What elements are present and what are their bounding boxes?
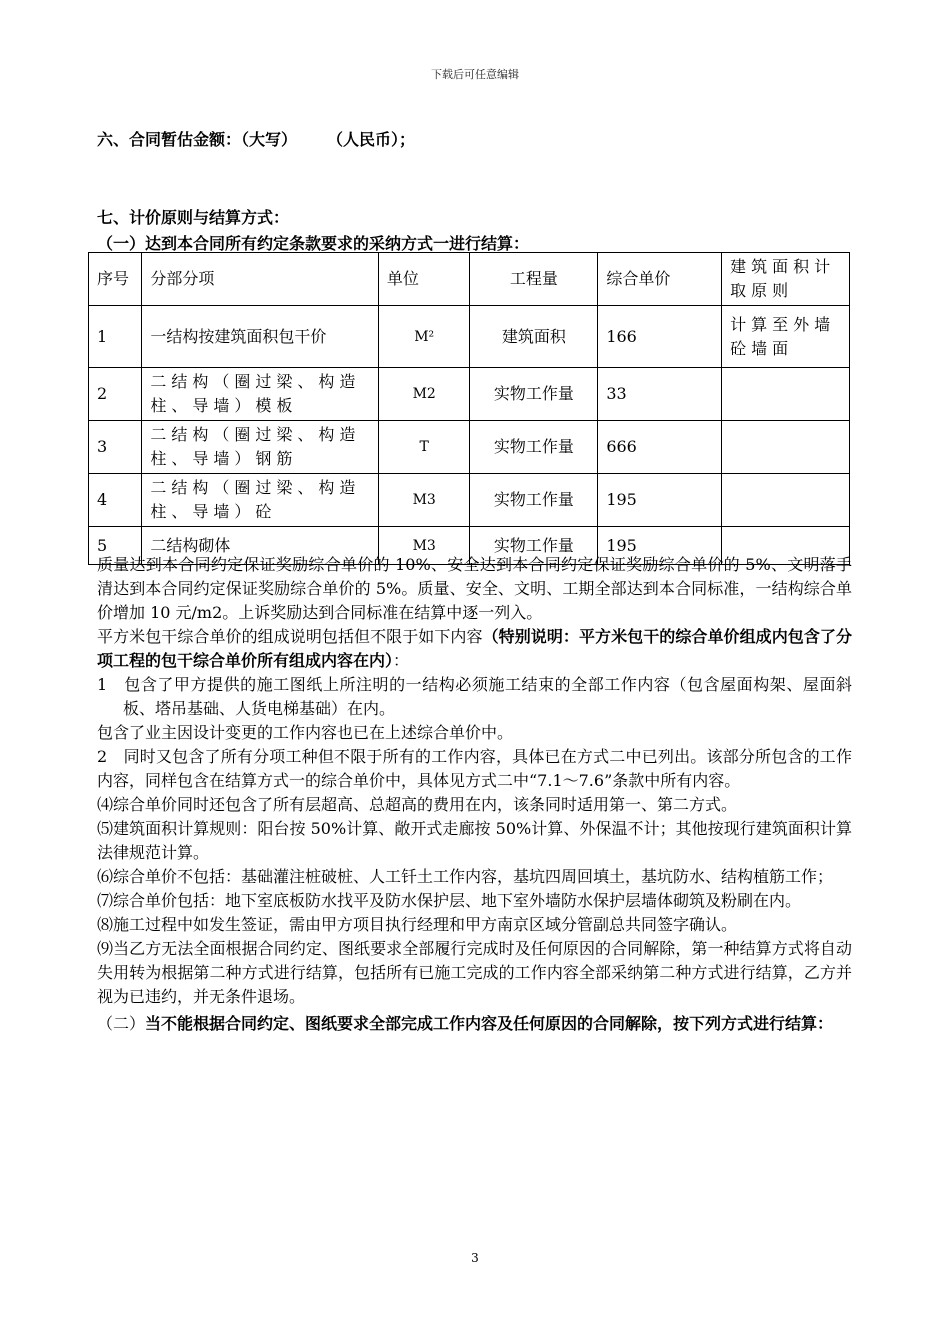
- design-change-paragraph: 包含了业主因设计变更的工作内容也已在上述综合单价中。: [97, 723, 514, 742]
- composition-intro: 平方米包干综合单价的组成说明包括但不限于如下内容: [97, 627, 483, 646]
- header-item: 分部分项: [142, 253, 379, 306]
- row-rule: 计算至外墙砼墙面: [722, 306, 850, 368]
- composition-paragraph: [97, 625, 852, 673]
- row-unit: M²: [378, 306, 470, 368]
- row-unit: M2: [378, 368, 470, 421]
- pricing-table: [88, 252, 850, 565]
- subsection-2-title: 当不能根据合同约定、图纸要求全部完成工作内容及任何原因的合同解除，按下列方式进行结算：: [145, 1014, 834, 1033]
- row-rule: [722, 368, 850, 421]
- row-item: 二结构砌体: [142, 527, 379, 565]
- reward-paragraph: 质量达到本合同约定保证奖励综合单价的 10%、安全达到本合同约定保证奖励综合单价的 5%、文明落手清达到本合同约定保证奖励综合单价的 5%。质量、安全、文明、工期全部达到本合同标准，一结构综合单价增加 10 元/m2。上诉奖励达到合同标准在结算中逐一列入。: [97, 555, 852, 622]
- row-price: 166: [598, 306, 722, 368]
- row-item: 二结构（圈过梁、构造柱、导墙）模板: [142, 368, 379, 421]
- row-unit: M3: [378, 527, 470, 565]
- row-price: 195: [598, 527, 722, 565]
- composition-colon: ：: [393, 651, 410, 670]
- header-unit: 单位: [378, 253, 470, 306]
- row-qty: 实物工作量: [470, 527, 598, 565]
- header-qty: 工程量: [470, 253, 598, 306]
- header-num: 序号: [89, 253, 142, 306]
- clause-4: ⑷综合单价同时还包含了所有层超高、总超高的费用在内，该条同时适用第一、第二方式。: [97, 795, 738, 814]
- row-unit: M3: [378, 474, 470, 527]
- composition-note: （特别说明：平方米包干的综合单价组成内包含了分项工程的包干综合单价所有组成内容在内）: [97, 627, 852, 670]
- subsection-2-heading: [97, 1012, 852, 1036]
- row-unit: T: [378, 421, 470, 474]
- row-qty: 实物工作量: [470, 421, 598, 474]
- header-note: 下载后可任意编辑: [431, 68, 519, 81]
- clause-6: ⑹综合单价不包括：基础灌注桩破桩、人工钎土工作内容，基坑四周回填土，基坑防水、结构植筋工作；: [97, 867, 834, 886]
- table-row: [89, 474, 850, 527]
- row-qty: 实物工作量: [470, 474, 598, 527]
- table-row: [89, 421, 850, 474]
- row-num: 3: [89, 421, 142, 474]
- row-item: 一结构按建筑面积包干价: [142, 306, 379, 368]
- row-qty: 建筑面积: [470, 306, 598, 368]
- clause-7: ⑺综合单价包括：地下室底板防水找平及防水保护层、地下室外墙防水保护层墙体砌筑及粉刷在内。: [97, 891, 802, 910]
- section7-subtitle: （一）达到本合同所有约定条款要求的采纳方式一进行结算：: [97, 234, 530, 253]
- clause-1: 1 包含了甲方提供的施工图纸上所注明的一结构必须施工结束的全部工作内容（包含屋面构架、屋面斜板、塔吊基础、人货电梯基础）在内。: [97, 675, 852, 718]
- row-item: 二结构（圈过梁、构造柱、导墙）钢筋: [142, 421, 379, 474]
- subsection-2-number: （二）: [97, 1014, 146, 1033]
- table-header-row: [89, 253, 850, 306]
- table-row: [89, 368, 850, 421]
- table-row: [89, 306, 850, 368]
- section6-heading: [97, 127, 415, 150]
- row-num: 5: [89, 527, 142, 565]
- row-price: 195: [598, 474, 722, 527]
- row-price: 33: [598, 368, 722, 421]
- row-num: 1: [89, 306, 142, 368]
- clause-9: ⑼当乙方无法全面根据合同约定、图纸要求全部履行完成时及任何原因的合同解除，第一种结算方式将自动失用转为根据第二种方式进行结算，包括所有已施工完成的工作内容全部采纳第二种方式进行结算，乙方并视为已违约，并无条件退场。: [97, 939, 852, 1006]
- terms-body: [97, 553, 852, 1036]
- page-number: 3: [471, 1251, 479, 1265]
- clause-2: 2 同时又包含了所有分项工种但不限于所有的工作内容，具体已在方式二中已列出。该部分所包含的工作内容，同样包含在结算方式一的综合单价中，具体见方式二中“7.1～7.6”条款中所有内容。: [97, 747, 852, 790]
- clause-8: ⑻施工过程中如发生签证，需由甲方项目执行经理和甲方南京区域分管副总共同签字确认。: [97, 915, 738, 934]
- section6-rmb: （人民币）；: [335, 130, 416, 149]
- clause-5: ⑸建筑面积计算规则：阳台按 50%计算、敞开式走廊按 50%计算、外保温不计；其他按现行建筑面积计算法律规范计算。: [97, 819, 852, 862]
- section6-title: 六、合同暂估金额：（大写）: [97, 130, 298, 149]
- row-rule: [722, 421, 850, 474]
- row-item: 二结构（圈过梁、构造柱、导墙）砼: [142, 474, 379, 527]
- row-price: 666: [598, 421, 722, 474]
- row-num: 2: [89, 368, 142, 421]
- header-price: 综合单价: [598, 253, 722, 306]
- row-num: 4: [89, 474, 142, 527]
- header-rule: 建筑面积计取原则: [722, 253, 850, 306]
- row-rule: [722, 474, 850, 527]
- section7-title: 七、计价原则与结算方式：: [97, 208, 290, 227]
- row-qty: 实物工作量: [470, 368, 598, 421]
